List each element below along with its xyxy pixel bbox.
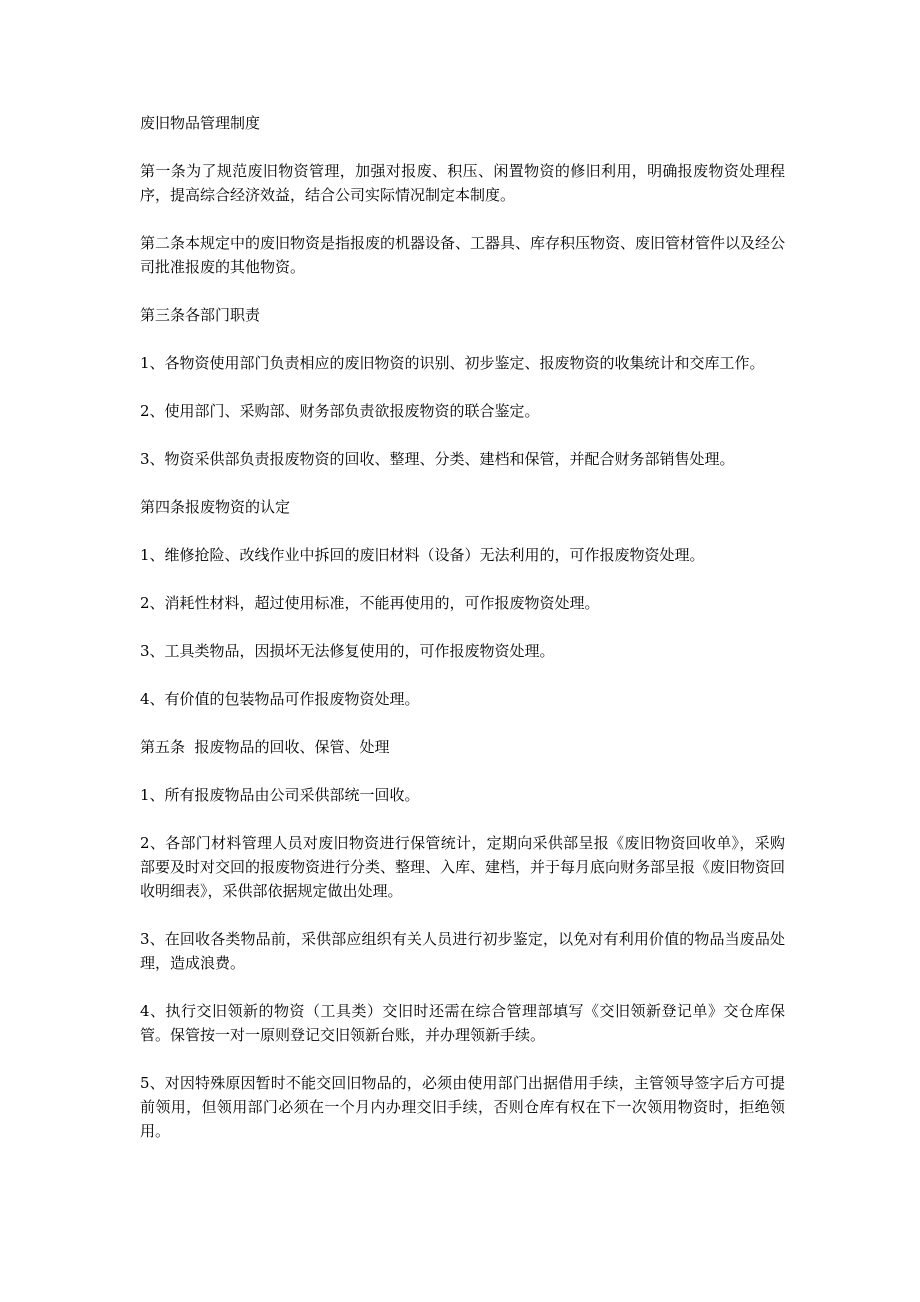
article-1: 第一条为了规范废旧物资管理，加强对报废、积压、闲置物资的修旧利用，明确报废物资处理程序，提高综合经济效益，结合公司实际情况制定本制度。 — [140, 162, 785, 204]
article-5-item-5: 5、对因特殊原因暂时不能交回旧物品的，必须由使用部门出据借用手续，主管领导签字后方可提前领用，但领用部门必须在一个月内办理交旧手续，否则仓库有权在下一次领用物资时，拒绝领用。 — [140, 1074, 785, 1140]
article-3-heading: 第三条各部门职责 — [140, 306, 261, 324]
document-title: 废旧物品管理制度 — [140, 114, 261, 132]
article-3-item-3: 3、物资采供部负责报废物资的回收、整理、分类、建档和保管，并配合财务部销售处理。 — [140, 450, 735, 468]
document-body — [140, 111, 785, 1167]
article-4-item-4: 4、有价值的包装物品可作报废物资处理。 — [140, 690, 420, 708]
article-4-item-3: 3、工具类物品，因损坏无法修复使用的，可作报废物资处理。 — [140, 642, 555, 660]
article-5-item-3: 3、在回收各类物品前，采供部应组织有关人员进行初步鉴定，以免对有利用价值的物品当废品处理，造成浪费。 — [140, 930, 785, 972]
article-3-item-1: 1、各物资使用部门负责相应的废旧物资的识别、初步鉴定、报废物资的收集统计和交库工作。 — [140, 354, 765, 372]
article-5-heading: 第五条 报废物品的回收、保管、处理 — [140, 738, 390, 756]
article-5-item-2: 2、各部门材料管理人员对废旧物资进行保管统计，定期向采供部呈报《废旧物资回收单》，采购部要及时对交回的报废物资进行分类、整理、入库、建档，并于每月底向财务部呈报《废旧物资回收明细表》，采供部依据规定做出处理。 — [140, 834, 786, 900]
article-3-item-2: 2、使用部门、采购部、财务部负责欲报废物资的联合鉴定。 — [140, 402, 540, 420]
article-4-item-2: 2、消耗性材料，超过使用标准，不能再使用的，可作报废物资处理。 — [140, 594, 600, 612]
article-5-item-1: 1、所有报废物品由公司采供部统一回收。 — [140, 786, 420, 804]
article-2: 第二条本规定中的废旧物资是指报废的机器设备、工器具、库存积压物资、废旧管材管件以及经公司批准报废的其他物资。 — [140, 234, 786, 276]
article-5-item-4: 4、执行交旧领新的物资（工具类）交旧时还需在综合管理部填写《交旧领新登记单》交仓库保管。保管按一对一原则登记交旧领新台账，并办理领新手续。 — [140, 1002, 785, 1044]
article-4-heading: 第四条报废物资的认定 — [140, 498, 291, 516]
article-4-item-1: 1、维修抢险、改线作业中拆回的废旧材料（设备）无法利用的，可作报废物资处理。 — [140, 546, 705, 564]
